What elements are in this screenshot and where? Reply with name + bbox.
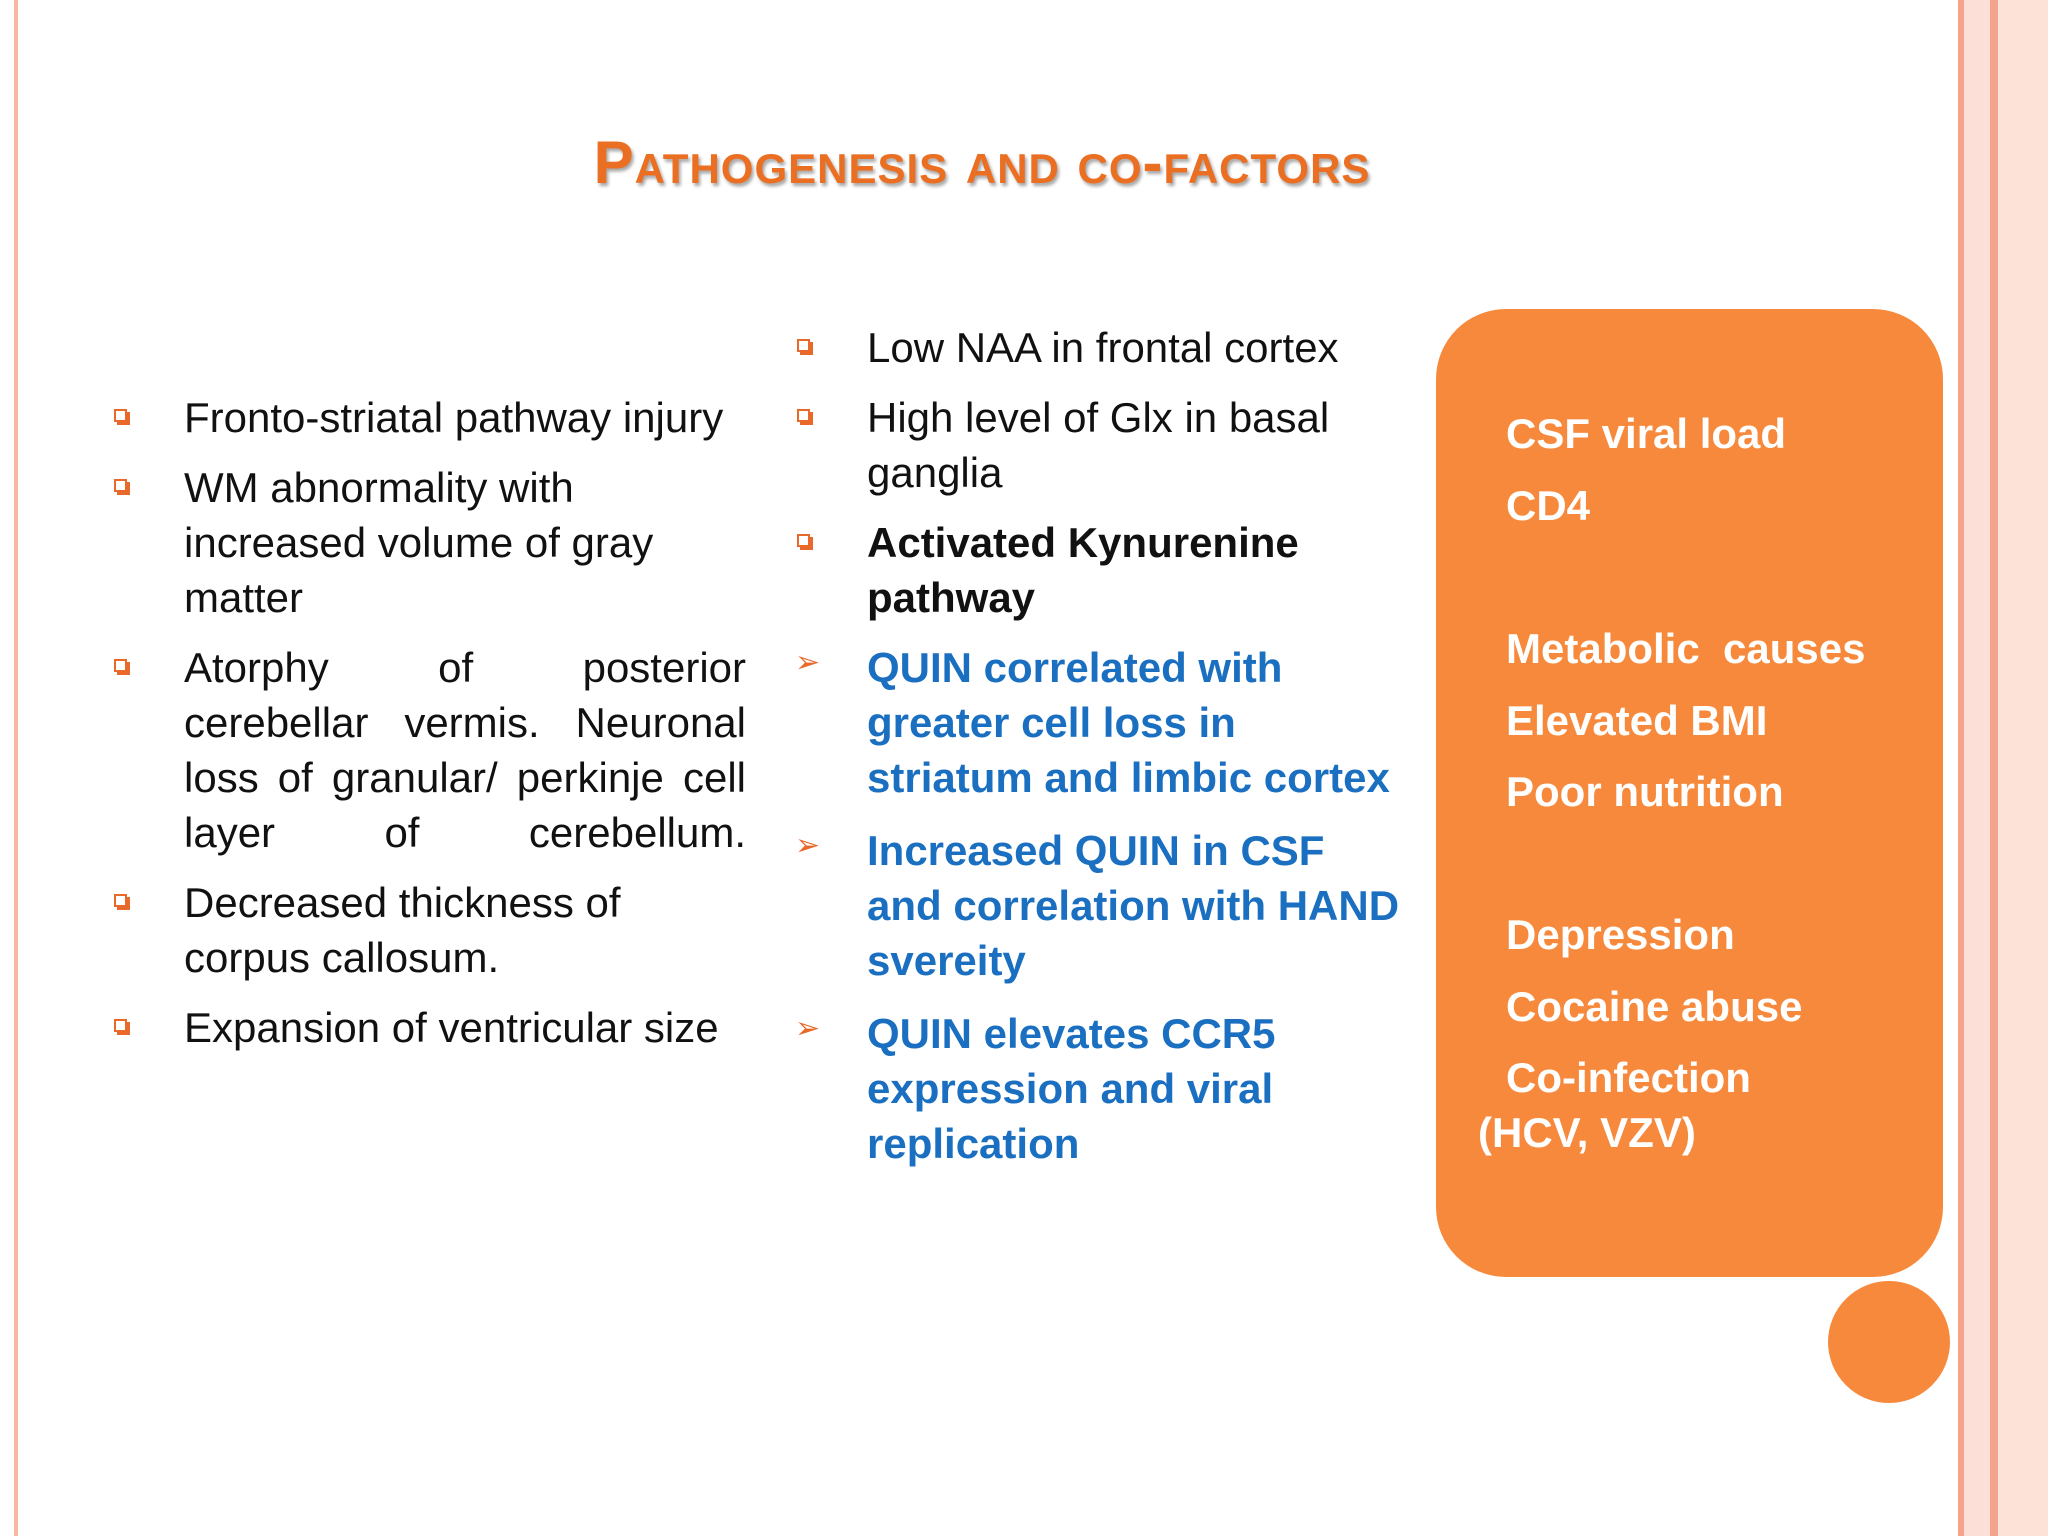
- list-item: [795, 640, 1407, 805]
- right-border-stripe: [1964, 0, 1990, 1536]
- arrow-bullet-icon: ➢: [795, 645, 821, 680]
- square-bullet-icon: [114, 1019, 127, 1032]
- left-bullet-list: [184, 390, 746, 1070]
- list-item: [184, 390, 746, 445]
- cofactor-item: Cocaine abuse: [1506, 983, 1803, 1030]
- list-item-text: WM abnormality with increased volume of gray matter: [184, 464, 654, 621]
- square-bullet-icon: [797, 339, 810, 352]
- square-bullet-icon: [114, 659, 127, 672]
- list-item-text: Decreased thickness of corpus callosum.: [184, 879, 621, 981]
- cofactor-item: Elevated BMI: [1506, 697, 1768, 744]
- right-border-stripe: [1998, 0, 2048, 1536]
- cofactor-item: Metabolic causes: [1506, 625, 1866, 672]
- cofactor-item: Poor nutrition: [1506, 768, 1784, 815]
- cofactor-item: Depression: [1506, 911, 1735, 958]
- list-item: [184, 640, 746, 860]
- list-item: [867, 320, 1407, 375]
- slide-title: Pathogenesis and co-factors: [593, 129, 1371, 196]
- middle-bullet-list: [795, 320, 1407, 1189]
- list-item-text: High level of Glx in basal ganglia: [867, 394, 1330, 496]
- square-bullet-icon: [114, 409, 127, 422]
- list-item: [184, 460, 746, 625]
- left-border-stripe: [14, 0, 18, 1536]
- list-item: [184, 1000, 746, 1055]
- list-item: [795, 823, 1407, 988]
- square-bullet-icon: [797, 409, 810, 422]
- arrow-bullet-icon: ➢: [795, 828, 821, 863]
- list-item: [867, 515, 1407, 625]
- list-item-text: QUIN elevates CCR5 expression and viral replication: [867, 1010, 1276, 1167]
- list-item-text: Increased QUIN in CSF and correlation with HAND svereity: [867, 827, 1400, 984]
- square-bullet-icon: [114, 479, 127, 492]
- list-item-text: Fronto-striatal pathway injury: [184, 394, 724, 441]
- cofactor-item: CD4: [1506, 482, 1591, 529]
- cofactor-item: Co-infection: [1506, 1054, 1751, 1101]
- right-border-stripe: [1990, 0, 1998, 1536]
- list-item: [867, 390, 1407, 500]
- list-item-text: QUIN correlated with greater cell loss in striatum and limbic cortex: [867, 644, 1390, 801]
- list-item-text: Activated Kynurenine pathway: [867, 519, 1299, 621]
- square-bullet-icon: [797, 534, 810, 547]
- list-item-text: Atorphy of posterior cerebellar vermis. Neuronal loss of granular/ perkinje cell layer of cerebellum.: [184, 644, 746, 856]
- cofactors-box: [1436, 309, 1943, 1277]
- arrow-bullet-icon: ➢: [795, 1011, 821, 1046]
- list-item: [795, 1006, 1407, 1171]
- decorative-circle: [1828, 1281, 1950, 1403]
- list-item-text: Low NAA in frontal cortex: [867, 324, 1339, 371]
- cofactor-item: CSF viral load: [1506, 410, 1787, 457]
- list-item-text: Expansion of ventricular size: [184, 1004, 719, 1051]
- cofactor-item: (HCV, VZV): [1478, 1109, 1696, 1156]
- square-bullet-icon: [114, 894, 127, 907]
- list-item: [184, 875, 746, 985]
